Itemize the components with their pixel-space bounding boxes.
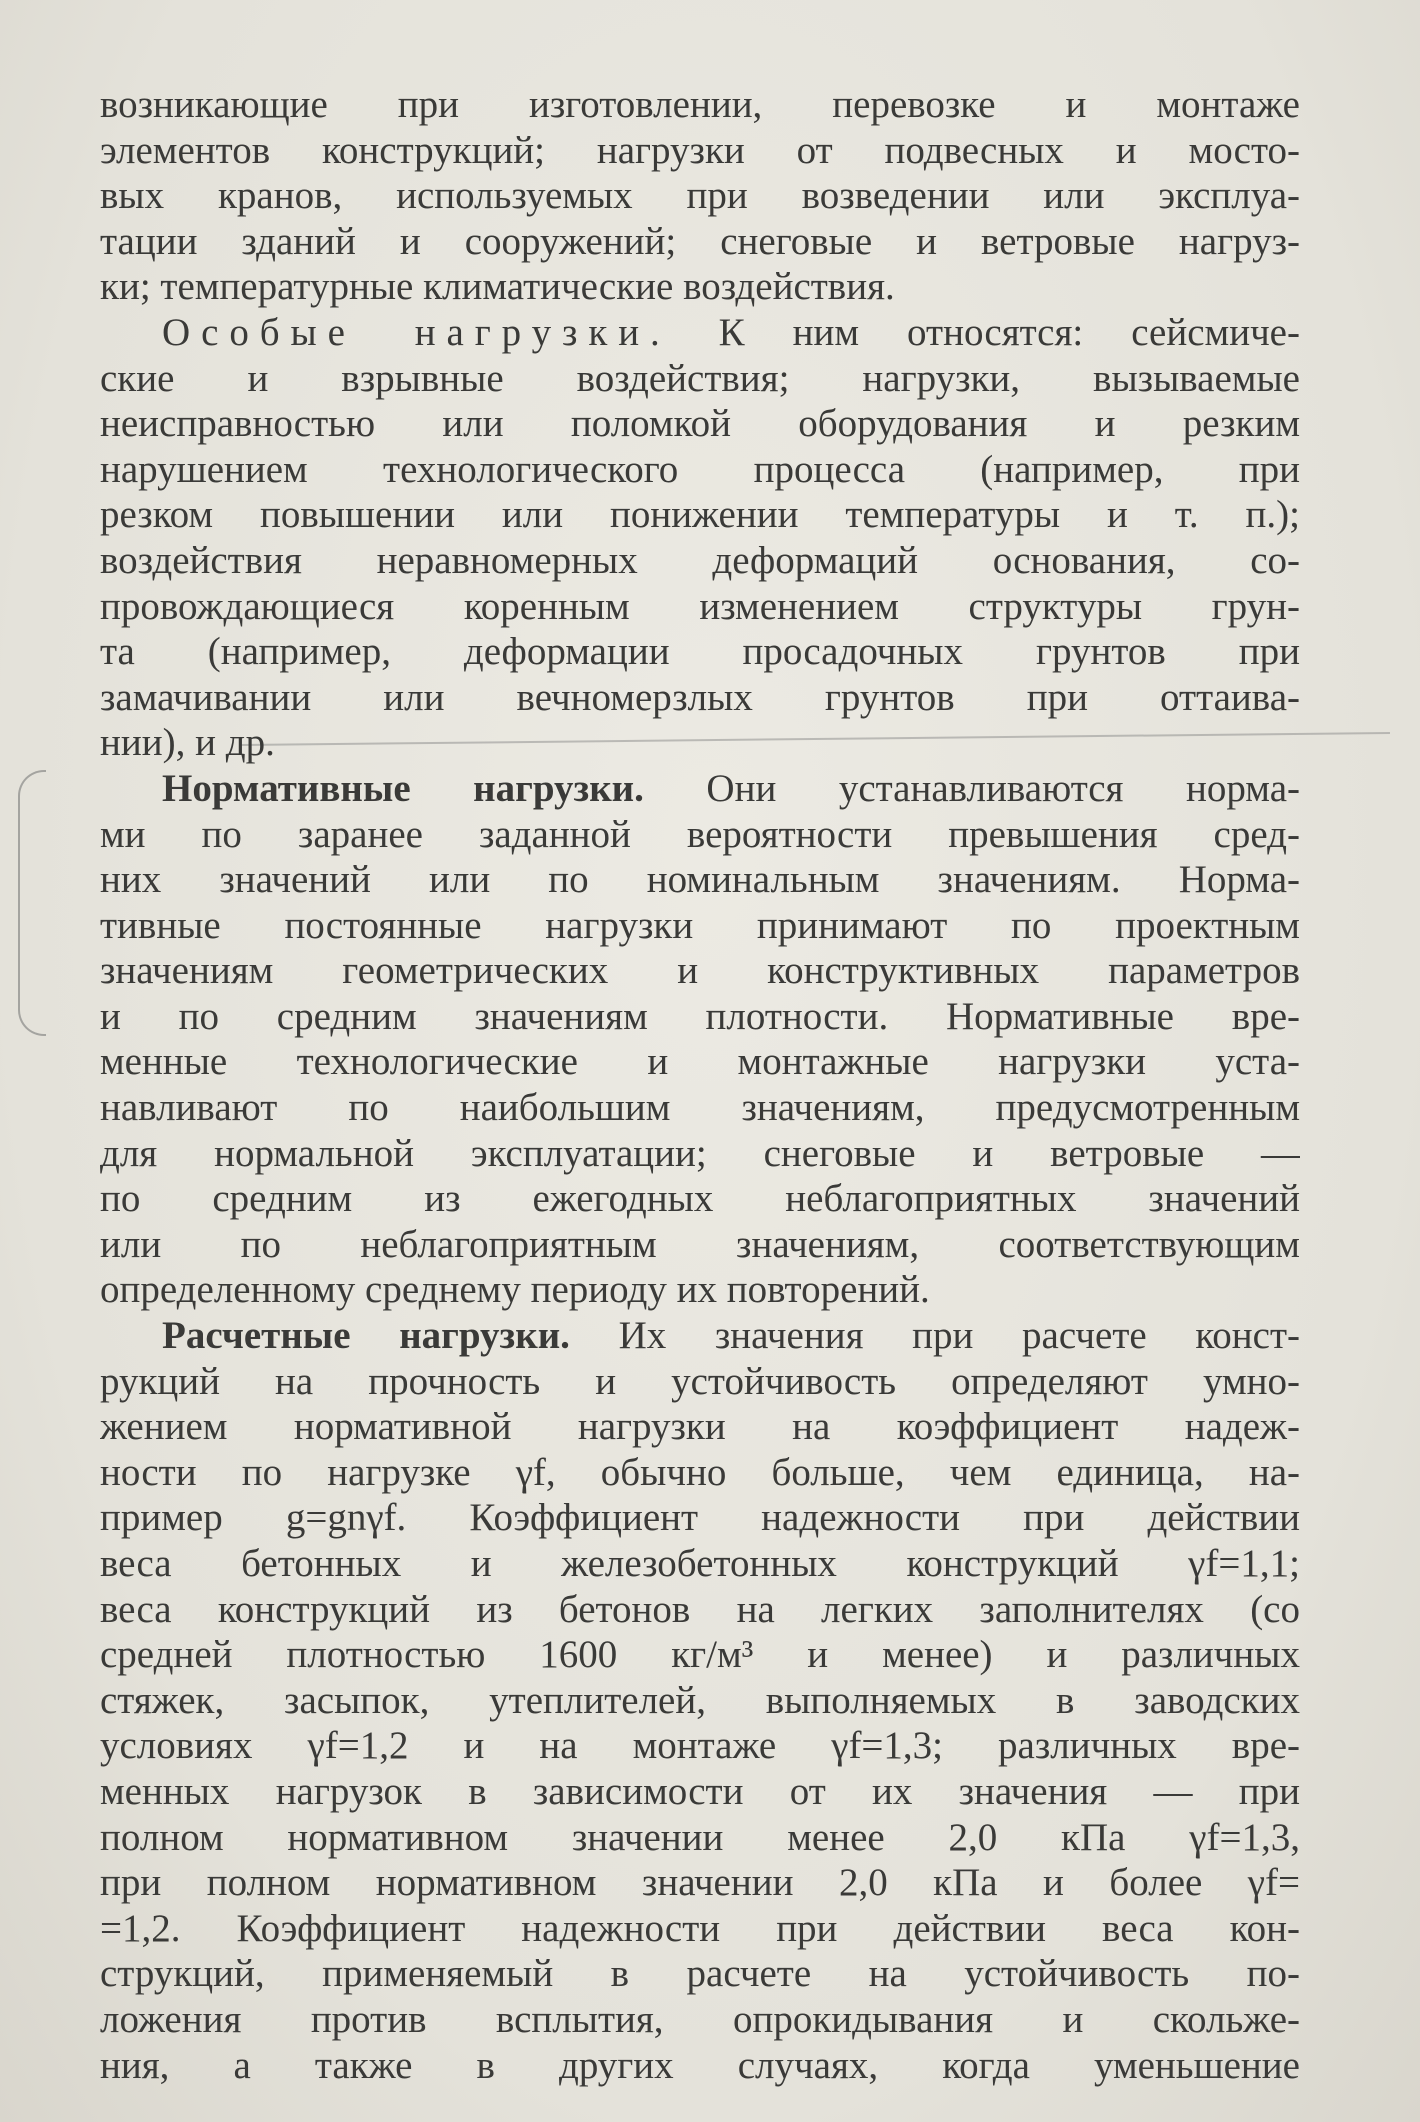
text-line [100,584,1300,630]
text-line [100,903,1300,949]
text-line [100,1267,1300,1313]
line-text: менные технологические и монтажные нагрузки уста- [100,1040,1300,1084]
line-text: вых кранов, используемых при возведении или эксплуа- [100,174,1300,218]
text-line [100,1176,1300,1222]
body-text [100,82,1300,2088]
text-line [100,675,1300,721]
line-text: веса бетонных и железобетонных конструкций γf=1,1; [100,1542,1300,1585]
line-text: ми по заранее заданной вероятности превышения сред- [100,812,1300,856]
text-line [100,128,1300,174]
text-line [100,310,1300,356]
line-text: при полном нормативном значении 2,0 кПа и более γf= [100,1861,1300,1905]
text-line [100,356,1300,402]
line-text: Их значения при расчете конст- [569,1314,1300,1358]
text-line [100,948,1300,994]
line-text: жением нормативной нагрузки на коэффициент надеж- [100,1405,1300,1449]
line-text: струкций, применяемый в расчете на устойчивость по- [100,1952,1300,1996]
text-line [100,629,1300,675]
paragraph-heading: Особые нагрузки. [162,310,671,354]
text-line [100,492,1300,538]
text-line [100,447,1300,493]
text-line [100,994,1300,1040]
line-text: неисправностью или поломкой оборудования и резким [100,402,1300,446]
line-text: менных нагрузок в зависимости от их значения — при [100,1769,1300,1813]
line-text: для нормальной эксплуатации; снеговые и ветровые — [100,1131,1300,1175]
line-text: К ним относятся: сейсмиче- [670,310,1300,354]
text-line [100,401,1300,447]
line-text: =1,2. Коэффициент надежности при действии веса кон- [100,1906,1300,1950]
text-line [100,82,1300,128]
line-text: определенному среднему периоду их повторений. [100,1268,930,1312]
text-line [100,1039,1300,1085]
text-line [100,1769,1300,1815]
line-text: пример g=gnγf. Коэффициент надежности при действии [100,1496,1300,1540]
text-line [100,1541,1300,1587]
text-line [100,1313,1300,1359]
line-text: навливают по наибольшим значениям, предусмотренным [100,1086,1300,1130]
line-text: замачивании или вечномерзлых грунтов при оттаива- [100,675,1300,719]
text-line [100,720,1300,766]
line-text: ложения против всплытия, опрокидывания и скольже- [100,1997,1300,2041]
text-line [100,1587,1300,1633]
line-text: рукций на прочность и устойчивость определяют умно- [100,1359,1300,1403]
text-line [100,2043,1300,2089]
text-line [100,1632,1300,1678]
text-line [100,1085,1300,1131]
line-text: возникающие при изготовлении, перевозке и монтаже [100,83,1300,126]
line-text: веса конструкций из бетонов на легких заполнителях (со [100,1587,1300,1631]
line-text: Они устанавливаются норма- [643,766,1300,810]
paragraph-heading: Расчетные нагрузки. [162,1314,570,1358]
text-line [100,1906,1300,1952]
line-text: средней плотностью 1600 кг/м³ и менее) и различных [100,1633,1300,1677]
text-line [100,812,1300,858]
line-text: ния, а также в других случаях, когда уменьшение [100,2043,1300,2087]
line-text: элементов конструкций; нагрузки от подвесных и мосто- [100,128,1300,172]
line-text: нарушением технологического процесса (например, при [100,447,1300,491]
text-line [100,1951,1300,1997]
line-text: или по неблагоприятным значениям, соответствующим [100,1222,1300,1266]
line-text: нии), и др. [100,721,275,765]
text-line [100,857,1300,903]
text-line [100,264,1300,310]
text-line [100,219,1300,265]
pencil-margin-bracket [18,770,46,1036]
line-text: та (например, деформации просадочных грунтов при [100,630,1300,674]
text-line [100,1815,1300,1861]
line-text: значениям геометрических и конструктивных параметров [100,949,1300,993]
line-text: по средним из ежегодных неблагоприятных значений [100,1177,1300,1221]
text-line [100,1131,1300,1177]
text-line [100,1495,1300,1541]
line-text: условиях γf=1,2 и на монтаже γf=1,3; различных вре- [100,1724,1300,1768]
text-line [100,1860,1300,1906]
line-text: резком повышении или понижении температуры и т. п.); [100,493,1300,537]
line-text: тации зданий и сооружений; снеговые и ветровые нагруз- [100,219,1300,263]
text-line [100,1404,1300,1450]
text-line [100,1723,1300,1769]
line-text: ности по нагрузке γf, обычно больше, чем единица, на- [100,1450,1300,1494]
text-line [100,1997,1300,2043]
line-text: ки; температурные климатические воздействия. [100,265,895,309]
text-line [100,1678,1300,1724]
text-line [100,1222,1300,1268]
paragraph-heading: Нормативные нагрузки. [162,766,644,810]
line-text: провождающиеся коренным изменением структуры грун- [100,584,1300,628]
text-line [100,766,1300,812]
line-text: них значений или по номинальным значениям. Норма- [100,858,1300,902]
line-text: ские и взрывные воздействия; нагрузки, вызываемые [100,356,1300,400]
text-line [100,173,1300,219]
line-text: и по средним значениям плотности. Нормативные вре- [100,994,1300,1038]
text-line [100,538,1300,584]
text-line [100,1359,1300,1405]
line-text: тивные постоянные нагрузки принимают по проектным [100,903,1300,947]
line-text: воздействия неравномерных деформаций основания, со- [100,538,1300,582]
line-text: стяжек, засыпок, утеплителей, выполняемых в заводских [100,1678,1300,1722]
text-line [100,1450,1300,1496]
line-text: полном нормативном значении менее 2,0 кПа γf=1,3, [100,1815,1300,1859]
